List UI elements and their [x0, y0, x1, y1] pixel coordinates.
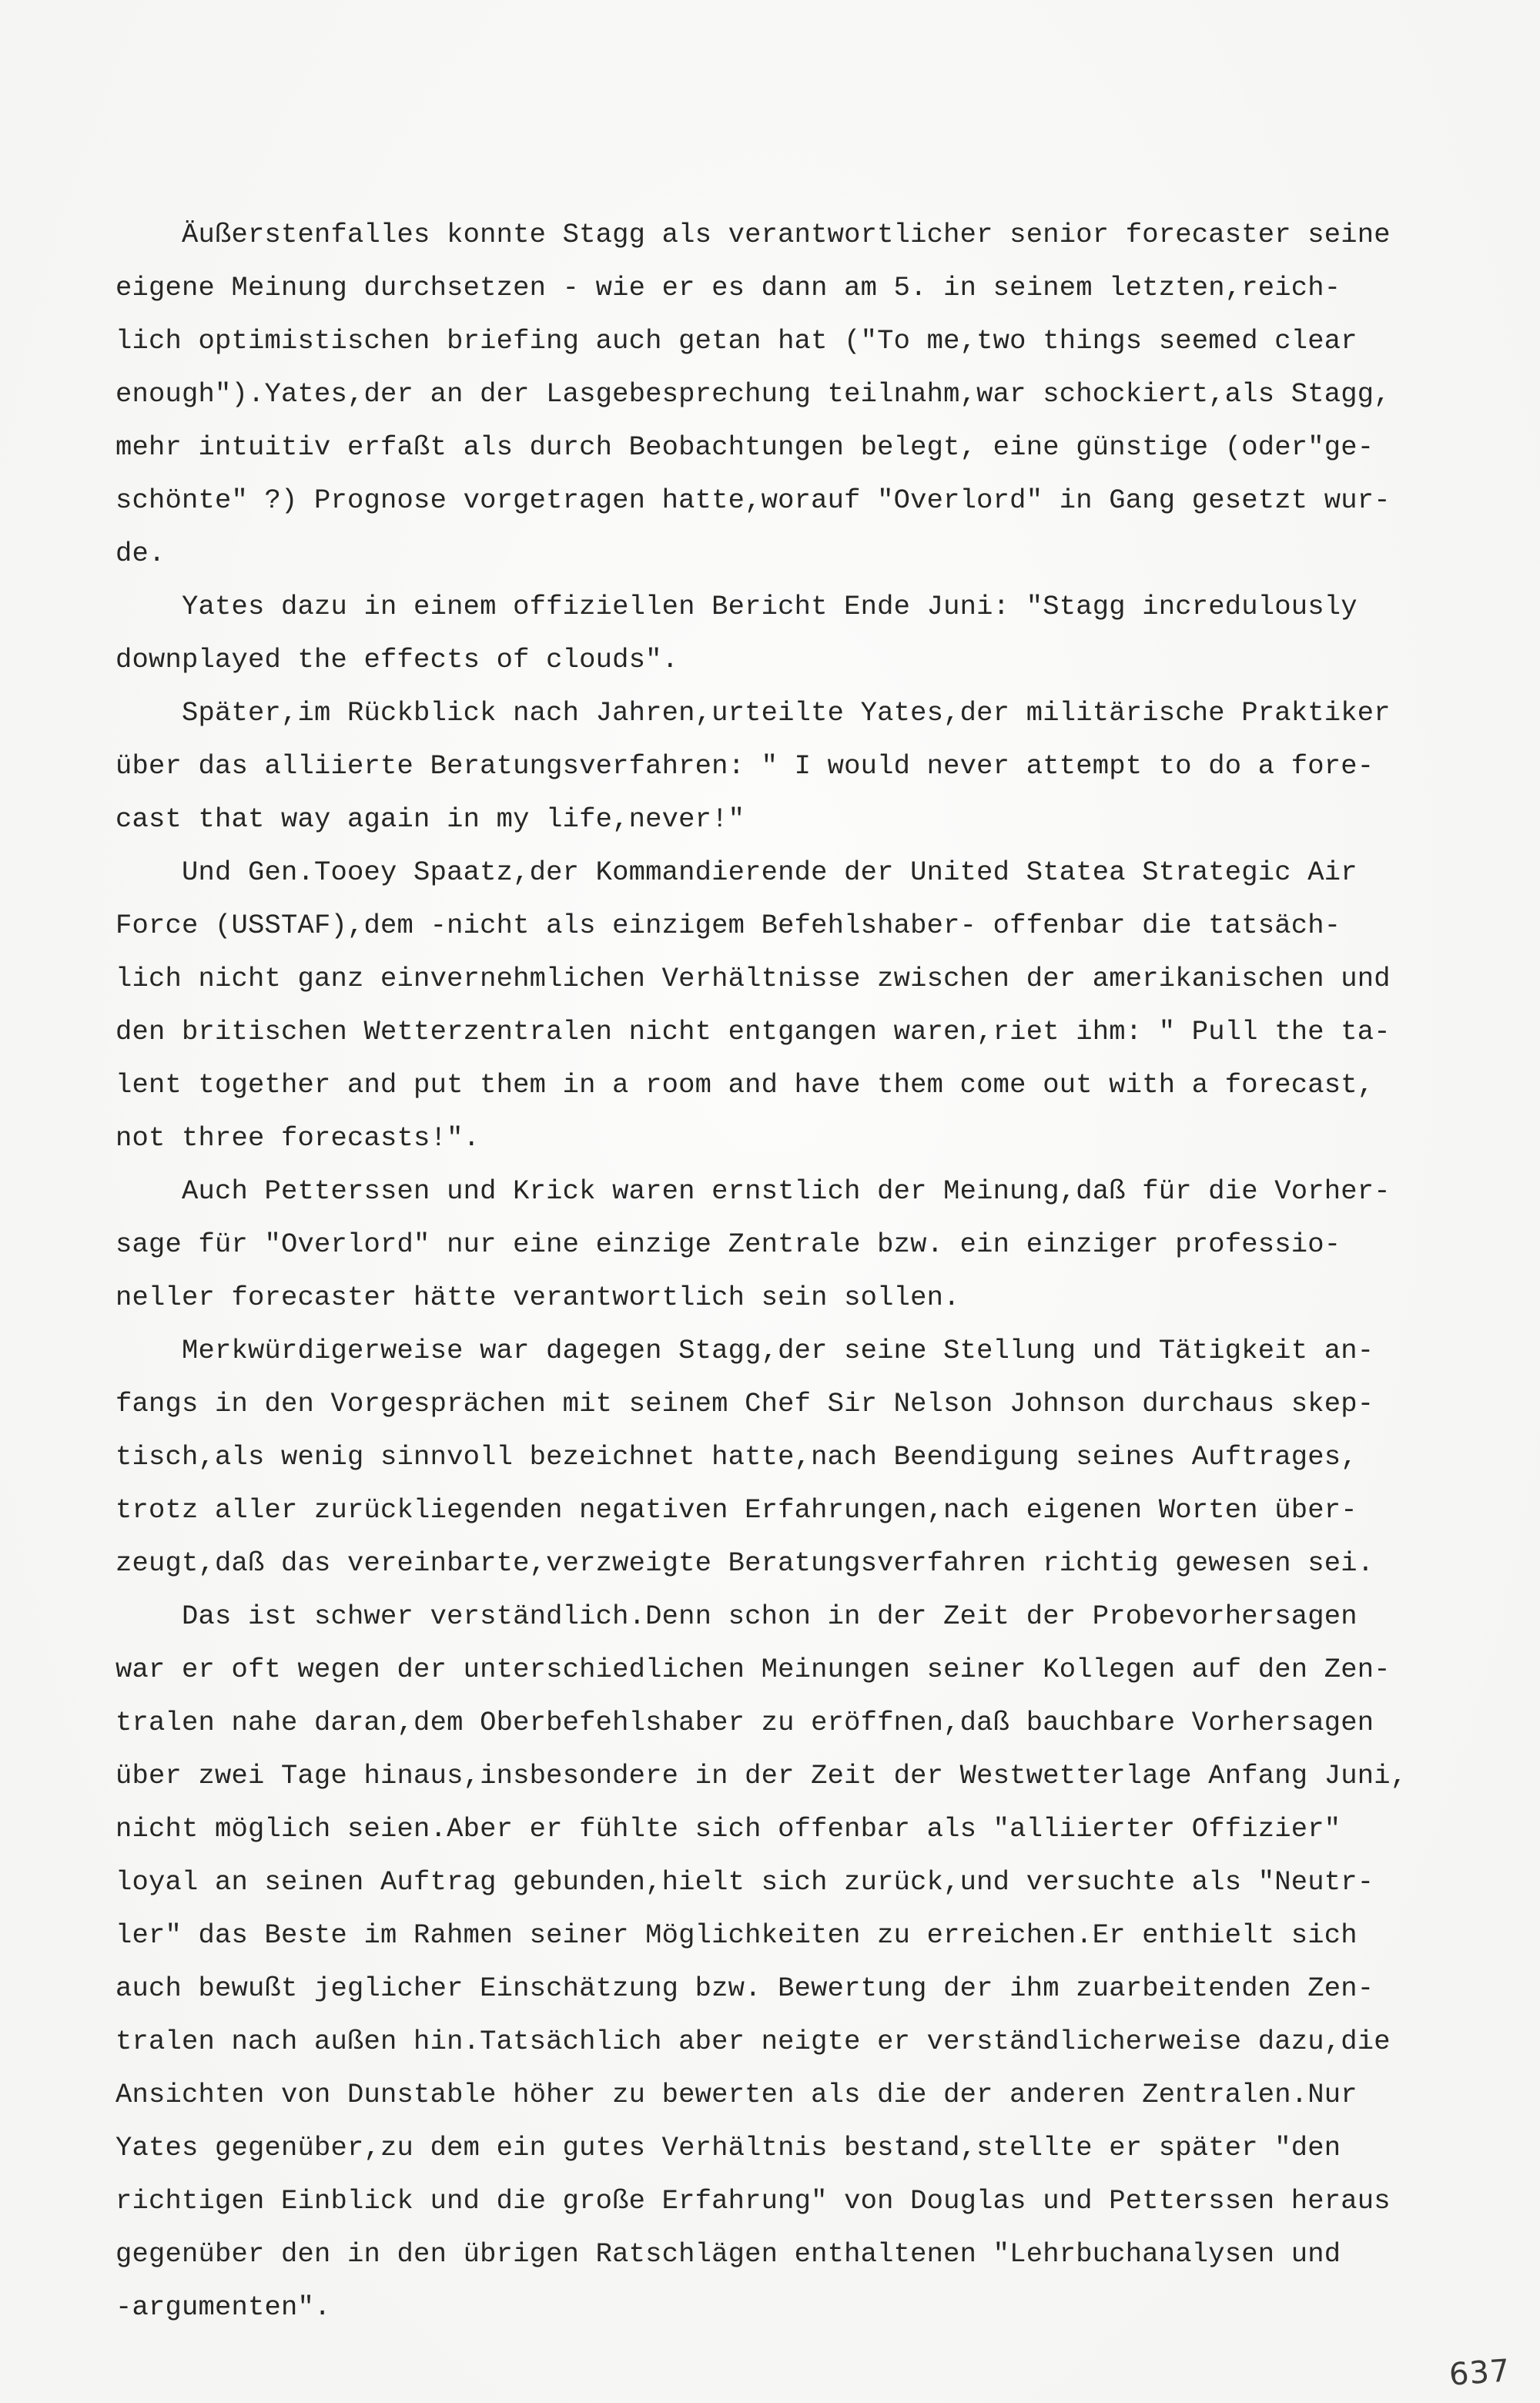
text-line: de. [116, 538, 166, 569]
text-line: tisch,als wenig sinnvoll bezeichnet hatte,nach Beendigung seines Auftrages, [116, 1441, 1358, 1473]
text-line: richtigen Einblick und die große Erfahrung" von Douglas und Petterssen heraus [116, 2185, 1391, 2217]
text-line: zeugt,daß das vereinbarte,verzweigte Beratungsverfahren richtig gewesen sei. [116, 1547, 1374, 1579]
text-line: -argumenten". [116, 2291, 331, 2323]
text-line: tralen nach außen hin.Tatsächlich aber neigte er verständlicherweise dazu,die [116, 2026, 1391, 2057]
text-line: Auch Petterssen und Krick waren ernstlich der Meinung,daß für die Vorher- [116, 1175, 1391, 1207]
text-line: gegenüber den in den übrigen Ratschlägen enthaltenen "Lehrbuchanalysen und [116, 2238, 1341, 2270]
text-line: lent together and put them in a room and have them come out with a forecast, [116, 1069, 1374, 1101]
text-line: trotz aller zurückliegenden negativen Erfahrungen,nach eigenen Worten über- [116, 1494, 1358, 1526]
text-line: Später,im Rückblick nach Jahren,urteilte Yates,der militärische Praktiker [116, 697, 1391, 729]
typewritten-text-body [116, 208, 1459, 2334]
text-line: enough").Yates,der an der Lasgebesprechung teilnahm,war schockiert,als Stagg, [116, 378, 1391, 410]
text-line: über das alliierte Beratungsverfahren: " I would never attempt to do a fore- [116, 750, 1374, 782]
text-line: schönte" ?) Prognose vorgetragen hatte,worauf "Overlord" in Gang gesetzt wur- [116, 484, 1391, 516]
text-line: Und Gen.Tooey Spaatz,der Kommandierende der United Statea Strategic Air [116, 856, 1358, 888]
text-line: lich nicht ganz einvernehmlichen Verhältnisse zwischen der amerikanischen und [116, 963, 1391, 994]
text-line: downplayed the effects of clouds". [116, 644, 679, 675]
text-line: neller forecaster hätte verantwortlich sein sollen. [116, 1282, 960, 1313]
text-line: Das ist schwer verständlich.Denn schon in der Zeit der Probevorhersagen [116, 1600, 1358, 1632]
text-line: auch bewußt jeglicher Einschätzung bzw. Bewertung der ihm zuarbeitenden Zen- [116, 1972, 1374, 2004]
text-line: tralen nahe daran,dem Oberbefehlshaber zu eröffnen,daß bauchbare Vorhersagen [116, 1707, 1374, 1738]
text-line: war er oft wegen der unterschiedlichen Meinungen seiner Kollegen auf den Zen- [116, 1654, 1391, 1685]
handwritten-page-number: 637 [1448, 2353, 1512, 2393]
text-line: fangs in den Vorgesprächen mit seinem Chef Sir Nelson Johnson durchaus skep- [116, 1388, 1374, 1419]
text-line: Ansichten von Dunstable höher zu bewerten als die der anderen Zentralen.Nur [116, 2079, 1358, 2110]
text-line: sage für "Overlord" nur eine einzige Zentrale bzw. ein einziger professio- [116, 1228, 1341, 1260]
text-line: Force (USSTAF),dem -nicht als einzigem Befehlshaber- offenbar die tatsäch- [116, 910, 1341, 941]
text-line: ler" das Beste im Rahmen seiner Möglichkeiten zu erreichen.Er enthielt sich [116, 1919, 1358, 1951]
text-line: über zwei Tage hinaus,insbesondere in der Zeit der Westwetterlage Anfang Juni, [116, 1760, 1408, 1791]
text-line: nicht möglich seien.Aber er fühlte sich offenbar als "alliierter Offizier" [116, 1813, 1341, 1845]
text-line: Merkwürdigerweise war dagegen Stagg,der seine Stellung und Tätigkeit an- [116, 1335, 1374, 1366]
text-line: Äußerstenfalles konnte Stagg als verantwortlicher senior forecaster seine [116, 219, 1391, 250]
text-line: not three forecasts!". [116, 1122, 480, 1154]
text-line: den britischen Wetterzentralen nicht entgangen waren,riet ihm: " Pull the ta- [116, 1016, 1391, 1047]
text-line: mehr intuitiv erfaßt als durch Beobachtungen belegt, eine günstige (oder"ge- [116, 431, 1374, 463]
text-line: Yates dazu in einem offiziellen Bericht Ende Juni: "Stagg incredulously [116, 591, 1358, 622]
text-line: Yates gegenüber,zu dem ein gutes Verhältnis bestand,stellte er später "den [116, 2132, 1341, 2163]
text-line: eigene Meinung durchsetzen - wie er es dann am 5. in seinem letzten,reich- [116, 272, 1341, 303]
text-line: cast that way again in my life,never!" [116, 803, 745, 835]
text-line: lich optimistischen briefing auch getan hat ("To me,two things seemed clear [116, 325, 1358, 357]
text-line: loyal an seinen Auftrag gebunden,hielt sich zurück,und versuchte als "Neutr- [116, 1866, 1374, 1898]
